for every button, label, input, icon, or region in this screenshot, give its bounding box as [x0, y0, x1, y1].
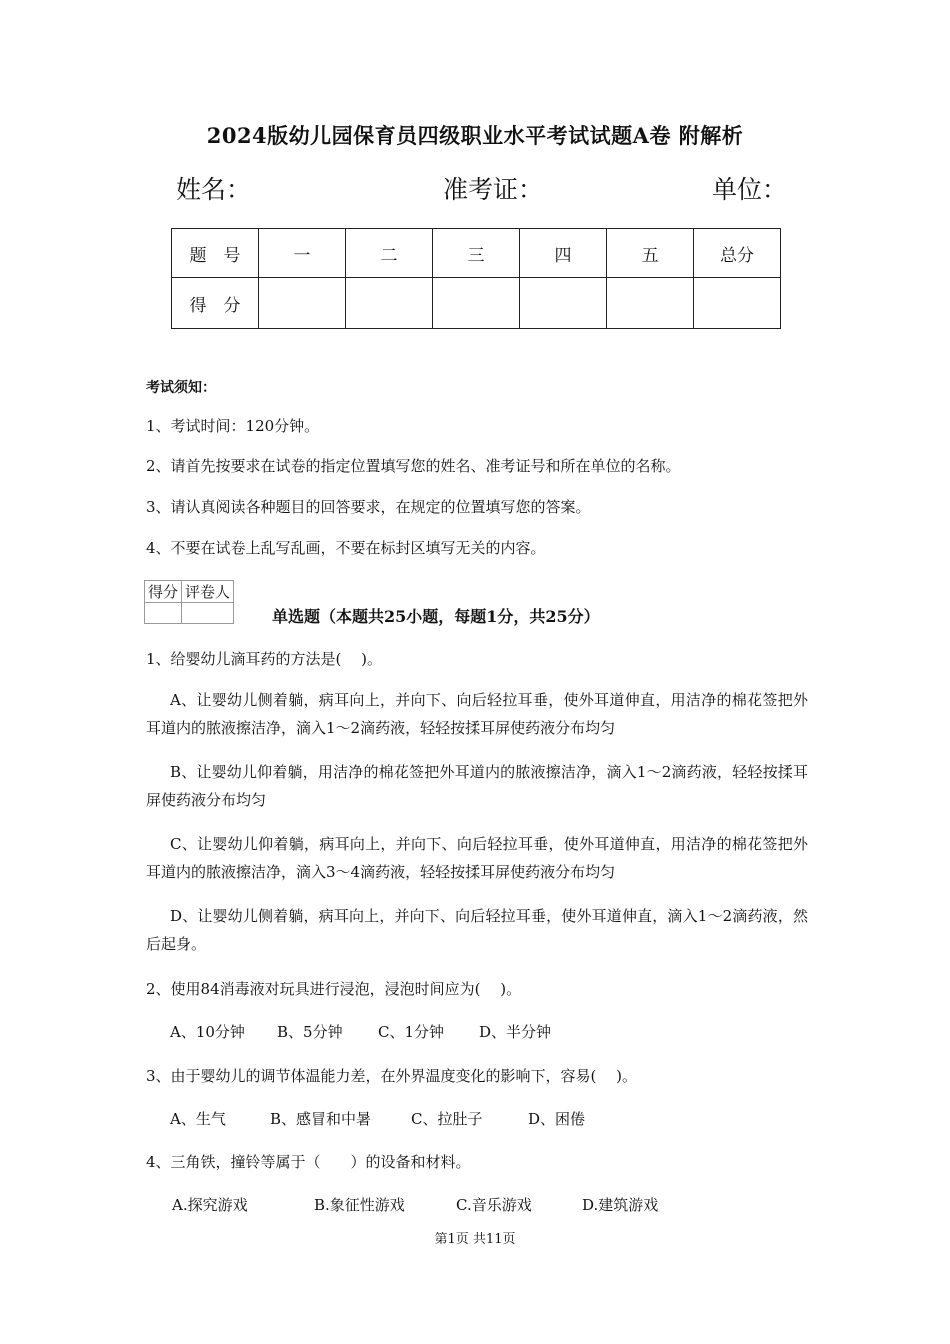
notice-item: 3、请认真阅读各种题目的回答要求，在规定的位置填写您的答案。 — [146, 498, 591, 516]
exam-id-label: 准考证： — [443, 175, 544, 204]
unit-label: 单位： — [712, 175, 788, 204]
score-header-cell: 二 — [346, 229, 433, 278]
notice-item: 4、不要在试卷上乱写乱画，不要在标封区填写无关的内容。 — [146, 539, 546, 557]
question-option: B、感冒和中暑 — [270, 1110, 372, 1128]
question-option: C、1分钟 — [378, 1023, 445, 1041]
grader-reviewer-label: 评卷人 — [182, 581, 234, 603]
question-option: A、生气 — [170, 1110, 226, 1128]
question-option: A.探究游戏 — [172, 1196, 248, 1214]
notice-item: 2、请首先按要求在试卷的指定位置填写您的姓名、准考证号和所在单位的名称。 — [146, 457, 681, 475]
question-stem: 1、给婴幼儿滴耳药的方法是( )。 — [146, 650, 383, 668]
score-header-cell: 总分 — [694, 229, 781, 278]
score-header-cell: 三 — [433, 229, 520, 278]
question-option: A、让婴幼儿侧着躺，病耳向上，并向下、向后轻拉耳垂，使外耳道伸直，用洁净的棉花签把外耳道内的脓液擦洁净，滴入1～2滴药液，轻轻按揉耳屏使药液分布均匀 — [146, 691, 808, 737]
score-cell[interactable] — [520, 278, 607, 329]
question-option: C、让婴幼儿仰着躺，病耳向上，并向下、向后轻拉耳垂，使外耳道伸直，用洁净的棉花签把外耳道内的脓液擦洁净，滴入3～4滴药液，轻轻按揉耳屏使药液分布均匀 — [146, 835, 808, 881]
score-cell[interactable] — [607, 278, 694, 329]
question-option: D、半分钟 — [479, 1023, 552, 1041]
page-footer: 第1页 共11页 — [434, 1232, 516, 1247]
question-option: D、让婴幼儿侧着躺，病耳向上，并向下、向后轻拉耳垂，使外耳道伸直，滴入1～2滴药液，然后起身。 — [146, 907, 808, 953]
score-cell[interactable] — [694, 278, 781, 329]
grader-score-label: 得分 — [145, 581, 182, 603]
score-header-cell: 五 — [607, 229, 694, 278]
question-stem: 4、三角铁，撞铃等属于（ ）的设备和材料。 — [146, 1153, 471, 1171]
section-title: 单选题（本题共25小题，每题1分，共25分） — [272, 607, 600, 626]
grader-score-cell[interactable] — [145, 603, 182, 624]
score-header-cell: 四 — [520, 229, 607, 278]
score-cell[interactable] — [259, 278, 346, 329]
grader-table — [144, 580, 234, 624]
score-cell[interactable] — [346, 278, 433, 329]
question-stem: 2、使用84消毒液对玩具进行浸泡，浸泡时间应为( )。 — [146, 980, 522, 998]
notice-heading: 考试须知： — [146, 380, 216, 396]
question-option: D、困倦 — [528, 1110, 586, 1128]
page-title: 2024版幼儿园保育员四级职业水平考试试题A卷 附解析 — [206, 123, 744, 148]
question-option: A、10分钟 — [170, 1023, 245, 1041]
notice-item: 1、考试时间：120分钟。 — [146, 417, 320, 435]
score-table — [171, 228, 781, 329]
score-header-cell: 题 号 — [172, 229, 259, 278]
question-option: B、让婴幼儿仰着躺，用洁净的棉花签把外耳道内的脓液擦洁净，滴入1～2滴药液，轻轻按揉耳屏使药液分布均匀 — [146, 763, 808, 809]
name-label: 姓名： — [176, 175, 252, 204]
question-option: C、拉肚子 — [411, 1110, 483, 1128]
question-stem: 3、由于婴幼儿的调节体温能力差，在外界温度变化的影响下，容易( )。 — [146, 1067, 638, 1085]
question-option: B、5分钟 — [277, 1023, 343, 1041]
question-option: B.象征性游戏 — [314, 1196, 405, 1214]
question-option: D.建筑游戏 — [582, 1196, 659, 1214]
question-option: C.音乐游戏 — [456, 1196, 532, 1214]
score-cell[interactable] — [433, 278, 520, 329]
score-row-label: 得 分 — [172, 278, 259, 329]
grader-reviewer-cell[interactable] — [182, 603, 234, 624]
score-header-cell: 一 — [259, 229, 346, 278]
